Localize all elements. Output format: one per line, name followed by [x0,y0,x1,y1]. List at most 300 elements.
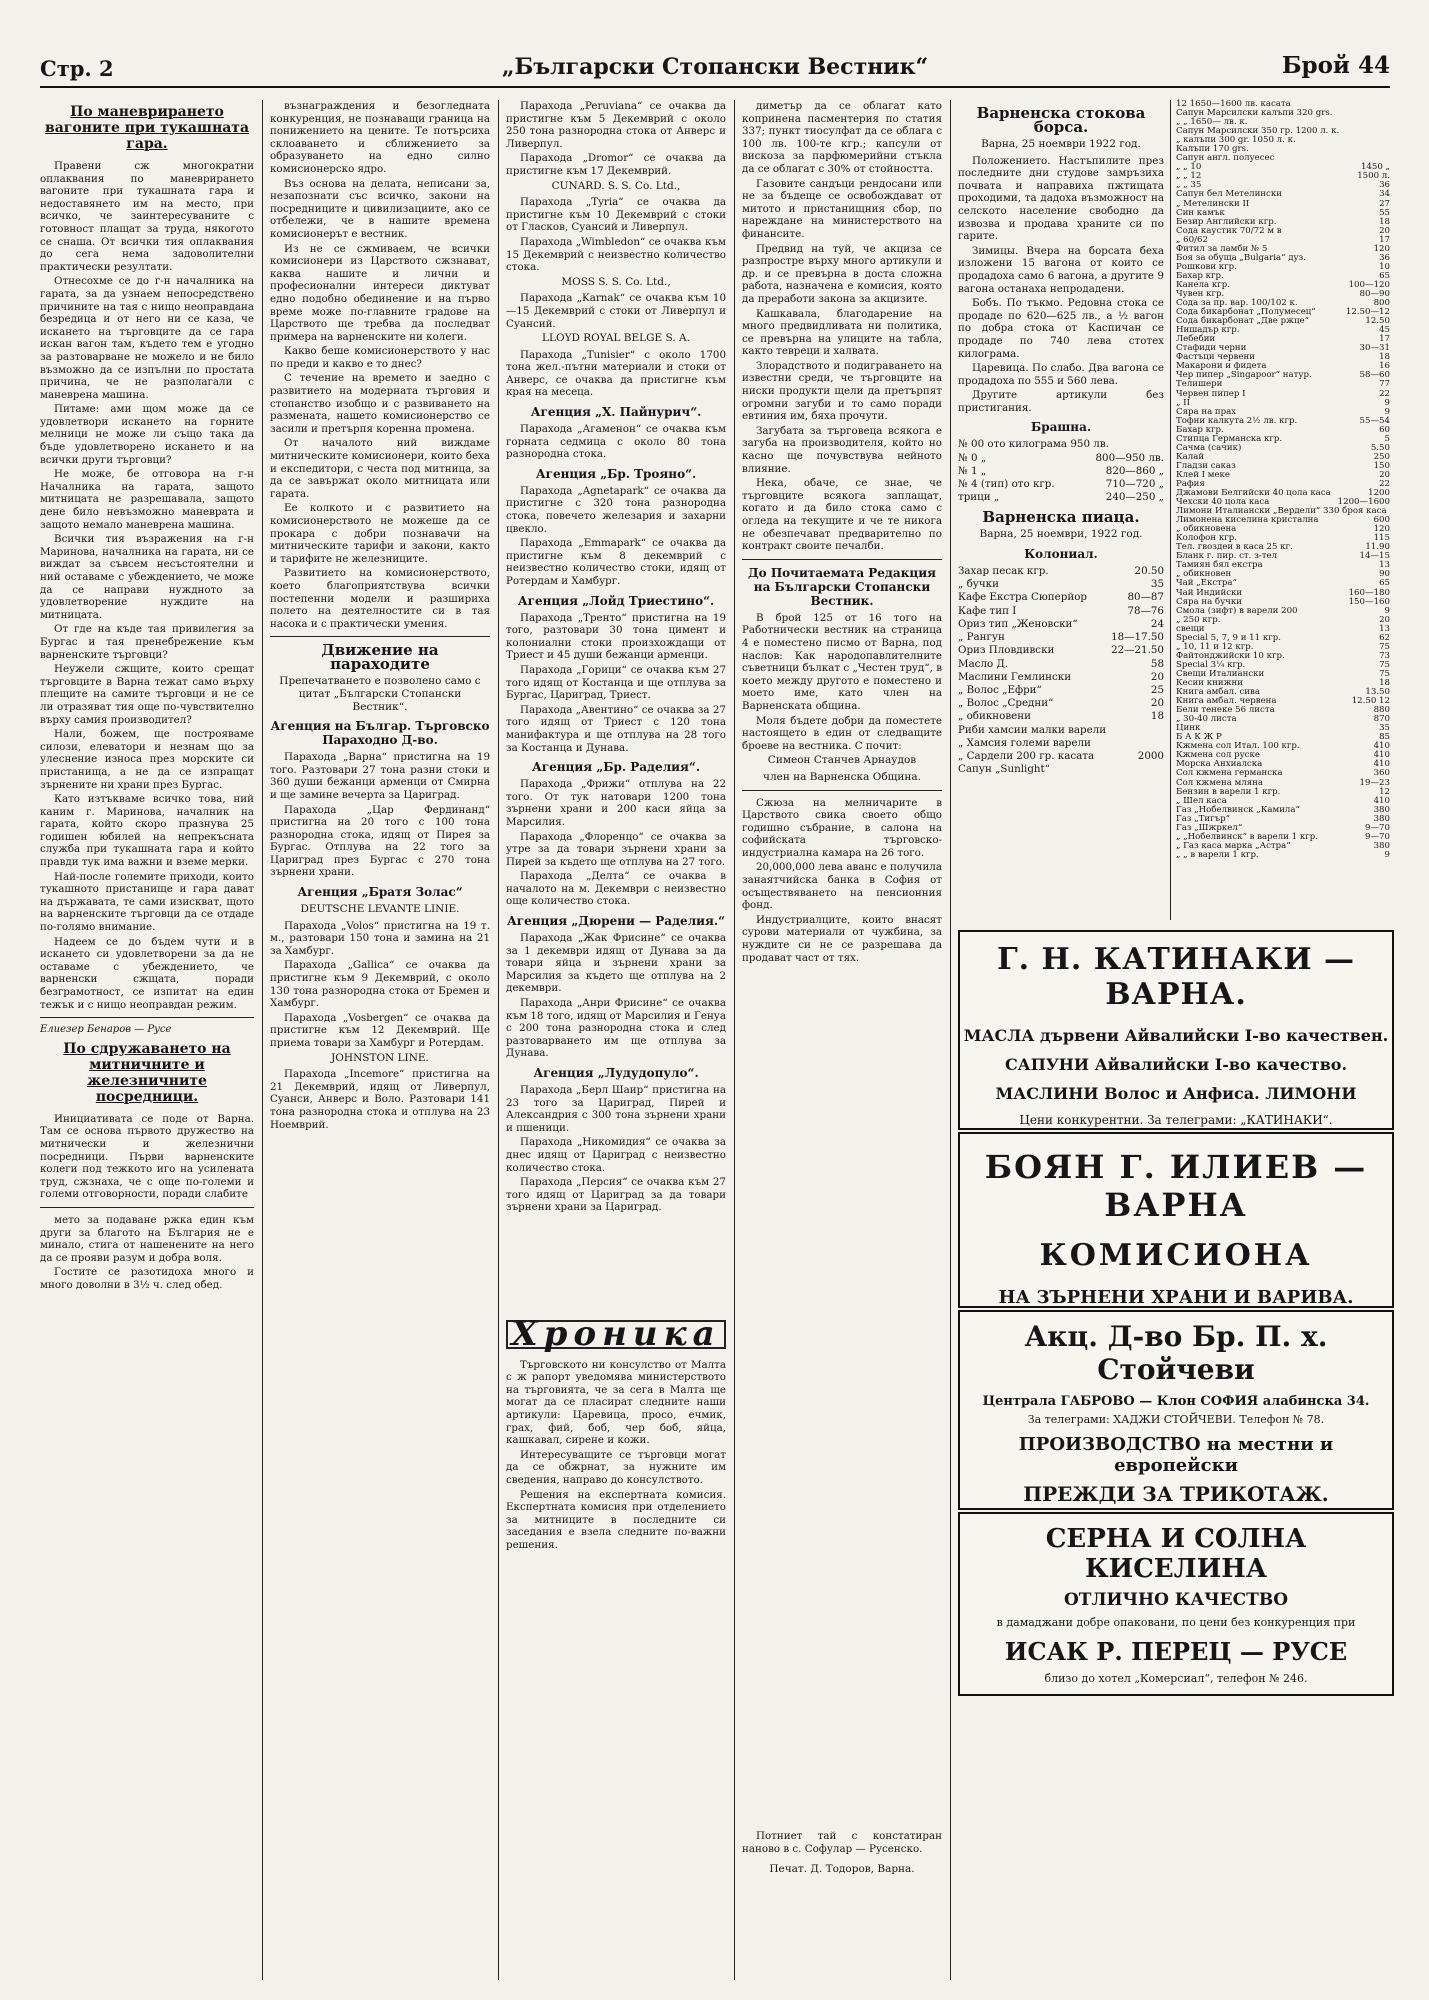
price-row [1176,471,1390,480]
price-row [958,565,1164,578]
price-item-name: Безир Английски кгр. [1176,216,1277,227]
price-item-name: Канела кгр. [1176,279,1231,290]
colonial-title: Колониал. [1024,547,1098,562]
price-row [958,491,1164,504]
price-item-value: 160—180 [1348,587,1390,598]
price-item-name: Клей I меке [1176,469,1231,480]
paragraph: Гостите се разотидоха много и много доволни в 3½ ч. след обед. [40,1266,254,1291]
newspaper-title: „Български Стопански Вестник“ [501,54,929,80]
price-item-value: 1500 л. [1357,171,1390,182]
price-item-name: Бели тенеке 56 листа [1176,705,1275,716]
flour-title: Брашна. [1030,420,1092,435]
ad-line: ИСАК Р. ПЕРЕЦ — РУСЕ [1004,1637,1348,1666]
price-item-value: 27 [1379,198,1390,209]
price-item-value: 60 [1379,424,1390,435]
price-row [1176,154,1390,163]
price-item-name: Ориз Пловдивски [958,644,1055,657]
paragraph: Инициативата се поде от Варна. Там се основа първото дружество на митнически и железнични посредници. Първи варненските колеги под тежкото иго на усилената труд, сжзнаха, че с още по-големи и големи отговорности, поради слабите [40,1112,254,1201]
paragraph: Решения на експертната комисия. Експертната комисия при отделението за митниците в последните си заседания е взела следните по-важни решения. [506,1488,726,1551]
correspondent-note: Потниет тай с констатиран наново в с. Софулар — Русенско. [742,1830,942,1855]
price-item-name: Калъпи 170 grs. [1176,144,1249,155]
paragraph: Всички тия възражения на г-н Маринова, началника на гарата, ни се виждат за съвсем несъстоятелни и ний оставаме с убеждението, че може да се направи нуждното за удовлетворение нуждите на митницата. [40,533,254,621]
letter-title: До Почитаемата Редакция на Български Стопански Вестник. [747,565,937,608]
price-item-value: 380 [1373,840,1390,851]
price-item-name: Сапун Марсилски калъпи 320 grs. [1176,108,1333,119]
ship-entry: Парахода „Делта“ се очаква в началото на м. Декември с неизвестно още количество стока. [506,870,726,908]
price-item-value: 80—87 [1127,591,1164,604]
column-rule [262,100,263,1980]
price-item-name: Тел. гвоздеи в каса 25 кг. [1176,542,1293,553]
price-item-name: Цинк [1176,723,1201,734]
price-item-value: 100—120 [1348,279,1390,290]
price-item-value: 20 [1150,670,1164,683]
price-item-value: 65 [1379,270,1390,281]
ad-stoychevi [958,1310,1394,1510]
price-item-name: Special 3¼ кгр. [1176,659,1246,670]
paragraph: Злорадството и подиграването на известни среди, че търговците на ниски продукти щели да претърпят огромни загуби и то само поради евтиния им, бяха прочути. [742,359,942,423]
price-item-value: 73 [1379,650,1390,661]
price-item-name: „ Рангун [958,631,1005,644]
price-item-name: „ 10, 11 и 12 кгр. [1176,641,1254,652]
price-item-name: Свещи Италиански [1176,668,1265,679]
price-item-name: Морска Анхиалска [1176,759,1263,770]
ship-entry: Парахода „Фрижи“ отплува на 22 того. От тук натовари 1200 тона зърнени храни и 200 каси яйца за Марсилия. [506,778,726,828]
price-item-value: 410 [1373,741,1390,752]
price-item-name: Сапун Марсилски 350 гр. 1200 л. к. [1176,126,1340,137]
price-item-name: Газ „Тигър“ [1176,813,1231,824]
price-item-value: 12 [1379,786,1390,797]
agency-title: Агенция „Х. Пайнурич“. [530,405,702,420]
price-item-value: 5.50 [1370,442,1390,453]
paragraph: мето за подаване ржка един към други за благото на България не е минало, стига от нашенените на него да се прояви разум и добра воля. [40,1213,254,1264]
paragraph: Газовите сандъци рендосани или не за бъдеще се освобождават от митото и пристанищния сбор, по нареждане на министерството на финансите. [742,177,942,240]
price-item-name: Чай Индийски [1176,587,1243,598]
price-item-name: Чай „Екстра“ [1176,578,1237,589]
price-item-value: 1450 „ [1360,162,1390,173]
price-item-value: 17 [1379,334,1390,345]
price-item-name: „ калъпи 300 gr. 1050 л. к. [1176,135,1296,146]
price-item-value: 75 [1379,668,1390,679]
price-item-name: Сяра на бучки [1176,596,1242,607]
paragraph: С течение на времето и заедно с развитието на модерната търговия и стопанство изобщо и с развиването на размената, нашето комисионерство се засили и претърпя коренна промена. [270,372,490,435]
price-item-name: Тамиян бял екстра [1176,560,1263,571]
line-name: MOSS S. S. Co. Ltd., [561,275,671,288]
price-row [958,710,1164,723]
ad-line: МАСЛА дървени Айвалийски I-во качествен. [963,1026,1389,1045]
market-date: Варна, 25 ноември, 1922 год. [979,528,1143,541]
price-item-value: 880 [1373,705,1390,716]
article-title: По маневрирането вагоните при тукашната гара. [44,104,250,152]
column-4 [742,100,942,1300]
price-item-name: Захар песак кгр. [958,565,1049,578]
price-item-value: 410 [1373,795,1390,806]
price-item-name: Боя за обуща „Bulgaria“ дуз. [1176,252,1306,263]
ship-entry: Парахода „Персия“ се очаква към 27 того идящ от Цариград за да товари зърнени храни за Цариград. [506,1176,726,1214]
printer-note: Печат. Д. Тодоров, Варна. [769,1863,915,1876]
paragraph: Какво беше комисионерството у нас по преди и какво е то днес? [270,345,490,370]
news-item: 20,000,000 лева аванс е получила занаятчийска банка в София от осъществяването на пенсионния фонд. [742,861,942,912]
price-item-value: 2000 [1137,749,1164,762]
price-item-name: „ Метелински II [1176,198,1250,209]
price-item-value: 240—250 „ [1105,491,1164,504]
price-item-value: 19—23 [1359,777,1390,788]
news-item: Индустриалците, които внасят сурови материали от чужбина, за нуждите си не се разрешава да продават част от тях. [742,913,942,964]
ship-entry: Парахода „Флоренцо“ се очаква за утре за да товари зърнени храни за Пирей за където ще отплува на 27 того. [506,830,726,868]
agency-title: Агенция „Лойд Триестино“. [517,593,715,608]
price-item-value: 36 [1379,180,1390,191]
agency-subtitle: DEUTSCHE LEVANTE LINIE. [300,903,460,916]
price-item-value: 45 [1379,325,1390,336]
price-item-value: 710—720 „ [1105,478,1164,491]
price-item-value: 20 [1150,697,1164,710]
agency-title: Агенция „Бр. Раделия“. [532,760,700,775]
price-row [1176,227,1390,236]
price-item-name: Фастъци червени [1176,352,1255,363]
price-item-value: 75 [1379,659,1390,670]
price-item-name: Маслини Гемлински [958,670,1072,683]
agency-title: Агенция на Българ. Търговско Параходно Д-во. [270,719,490,748]
price-item-name: Сапун „Sunlight“ [958,763,1050,776]
paragraph: Правени сж многократни оплаквания по маневрирането вагоните при тукашната гара и недоставянето им на место, при всичко, че заинтересуваните с готовност плащат за труда, някогото се снаша. От всички тия оплаквания до сега нема задоволителни практически резултати. [40,160,254,273]
price-item-value: 58 [1150,657,1164,670]
ship-entry: Парахода „Volos“ пристигна на 19 т. м., разтовари 150 тона и замина на 21 за Хамбург. [270,919,490,957]
column-5 [958,100,1164,920]
price-item-name: Смола (зифт) в варели 200 [1176,605,1298,616]
colonial-price-list [958,565,1164,776]
price-item-value: 9—70 [1365,822,1390,833]
price-item-name: Special 5, 7, 9 и 11 кгр. [1176,632,1281,643]
agency-title: Агенция „Братя Золас“ [297,885,463,900]
bourse-title: Варненска стокова борса. [976,104,1146,136]
price-item-name: Бланк г. пир. ст. з-тел [1176,551,1278,562]
paragraph: Положението. Настъпилите през последните дни студове замръзиха почвата и направиха пжтищата проходими, та дадоха възможност на селското население свободно да извозва и продава храните си по гарите. [958,154,1164,243]
paragraph: Интересуващите се търговци могат да се обжрнат, за нужните им сведения, направо до консулството. [506,1448,726,1486]
price-item-name: „ „ 12 [1176,171,1202,182]
price-item-value: 12.50 12 [1351,696,1390,707]
price-item-name: Гладзи саказ [1176,460,1236,471]
price-item-name: Риби хамсии малки варели [958,723,1107,736]
price-item-name: Сода бикарбонат „Полумесец“ [1176,307,1316,318]
price-item-value: 65 [1379,578,1390,589]
price-item-value: 11.90 [1365,542,1390,553]
column-rule [1170,100,1171,920]
price-item-name: Телишери [1176,379,1223,390]
agency-title: Агенция „Лудудопуло“. [533,1066,699,1080]
price-item-name: № 0 „ [958,451,987,464]
price-item-name: Сода каустик 70/72 м в [1176,225,1282,236]
price-item-name: Сода бикарбонат „Две ржце“ [1176,316,1309,327]
price-item-name: Джамови Белгийски 40 цола каса [1176,488,1331,499]
price-item-name: Сода за пр. вар. 100/102 к. [1176,298,1298,309]
price-item-name: „ II [1176,397,1190,408]
price-item-name: „ обикновена [1176,524,1237,535]
ship-entry: Парахода „Tunisier“ с около 1700 тона жел.-пътни материали и стоки от Анверс, се очаква да пристигне към края на месеца. [506,348,726,399]
price-item-name: Газ „Шжркел“ [1176,822,1243,833]
paragraph: Отнесохме се до г-н началника на гарата, за да узнаем непосредствено причините на тая с нищо неоправдана безредица и от него ни се каза, че искането на търговците да се гара искан вагон там, където тем е угодно за разтоварване не можело и не било възможно да се изпълни по простата причина, че не разполагали с маневрена машина. [40,275,254,401]
price-item-name: 12 1650—1600 лв. касата [1176,99,1291,109]
price-item-value: 250 [1373,451,1390,462]
price-item-value: 22 [1379,478,1390,489]
paragraph: Предвид на туй, че акциза се разпростре върху много артикули и др. и се превърна в доста сложна работа, назначена е комисия, която да преработи закона за акцизите. [742,242,942,305]
column-1 [40,100,254,1980]
price-item-name: „ Сардели 200 гр. касата [958,749,1095,762]
price-item-name: Чувен кгр. [1176,288,1225,299]
price-item-value: 5 [1384,433,1390,444]
kronika-title: Хроника [506,1320,726,1349]
ship-entry: Парахода „Agnetapark“ се очаква да пристигне с 320 тона разнородна стока, повечето железария и захарни цвекло. [506,484,726,535]
price-row [958,452,1164,465]
price-item-name: Ориз тип „Женовски“ [958,617,1078,630]
price-item-value: 120 [1373,524,1390,535]
price-item-name: № 00 ото килограма 950 лв. [958,438,1109,451]
paragraph: Другите артикули без пристигания. [958,389,1164,414]
price-item-name: „ обикновени [958,710,1031,723]
price-item-value: 36 [1379,252,1390,263]
price-item-name: „ Хамсия големи варели [958,736,1091,749]
price-item-name: Сол кжмена мляна [1176,777,1263,788]
paragraph: Най-после големите приходи, които тукашното пристанище и гара дават на държавата, те сами изискват, щото на варненските търговци да се отдаде по-голямо внимание. [40,870,254,934]
ad-headline: Акц. Д-во Бр. П. х. Стойчеви [1024,1320,1328,1386]
price-item-name: Чер пипер „Singapoor“ натур. [1176,370,1312,381]
price-item-value: 410 [1373,759,1390,770]
paragraph: Моля бъдете добри да поместете настоящето в един от следващите броеве на вестника. С почит: [742,714,942,752]
price-item-name: Сачма (сачик) [1176,442,1242,453]
ship-entry: Парахода „Агаменон“ се очаква към горната седмица с около 80 тона разнородна стока. [506,423,726,461]
price-item-value: 85 [1379,732,1390,743]
price-item-name: „ „ 1650— лв. к. [1176,117,1248,128]
price-item-name: Нишадър кгр. [1176,325,1240,336]
page-number: Стр. 2 [40,56,114,81]
price-item-name: „ Волос „Ефри“ [958,683,1042,696]
agency-title: Агенция „Бр. Трояно“. [535,466,697,481]
price-item-value: 25 [1150,683,1164,696]
price-row [1176,444,1390,453]
article-title: По сдружаването на митничните и железничните посредници. [63,1040,231,1105]
price-item-name: Бахар кгр. [1176,424,1224,435]
price-item-value: 1200—1600 [1337,497,1390,508]
price-item-value: 13 [1379,623,1390,634]
price-item-name: Стипца Германска кгр. [1176,433,1283,444]
divider [742,790,942,791]
letter-signer-role: член на Варненска Община. [763,770,921,783]
price-item-name: Сапун англ. полуесес [1176,153,1275,164]
price-item-value: 9—70 [1365,831,1390,842]
paragraph: Царевица. По слабо. Два вагона се продадоха по 555 и 560 лева. [958,362,1164,387]
paragraph: Бобъ. По тъкмо. Редовна стока се продаде по 620—625 лв., а ½ вагон по добра стока от Каспичан се продаде по 740 лева стотех килограма. [958,297,1164,360]
price-row [1176,616,1390,625]
price-item-value: 75 [1379,641,1390,652]
price-item-name: Тофни калкута 2½ лв. кгр. [1176,415,1298,426]
agency-title: Агенция „Дюрени — Раделия.“ [506,914,726,929]
price-row [958,658,1164,671]
ad-headline: Г. Н. КАТИНАКИ — ВАРНА. [996,942,1356,1012]
price-item-value: 9 [1384,406,1390,417]
price-item-value: 18 [1150,710,1164,723]
price-item-value: 35 [1150,578,1164,591]
price-item-name: Калай [1176,451,1205,462]
price-item-value: 22 [1379,388,1390,399]
ad-line: близо до хотел „Комерсиал“, телефон № 246. [1044,1672,1308,1685]
price-item-value: 120 [1373,243,1390,254]
price-item-name: Сяра на прах [1176,406,1237,417]
price-item-name: Червен пипер I [1176,388,1246,399]
divider [742,559,942,560]
ad-line: КОМИСИОНА [1039,1238,1313,1273]
price-item-value: 820—860 „ [1105,464,1164,477]
page-header [40,48,1390,88]
price-item-name: Рошкови кгр. [1176,261,1237,272]
price-item-name: Кафе тип I [958,604,1017,617]
column-3 [506,100,726,1300]
paragraph: Надеем се до бъдем чути и в искането си удовлетворени за да не оставаме с убеждението, че варненски сжщата, поради безграмотност, се изпитат на един тежък и с нищо неоправдан режим. [40,935,254,1011]
ship-entry: Парахода „Incemore“ пристигна на 21 Декемврий, идящ от Ливерпул, Суанси, Анверс и Воло. Разтовари 141 тона разнородна стока и отплува на 23 Ноемврий. [270,1068,490,1131]
ad-line: Цени конкурентни. За телеграми: „КАТИНАКИ“. [1019,1113,1333,1127]
price-item-name: Лимони Италиански „Вердели“ 330 броя каса [1176,506,1387,517]
price-item-value: 12.50 [1365,316,1390,327]
price-item-name: Газ „Нобелвинск „Камила“ [1176,804,1300,815]
paragraph: Из не се сжмиваем, че всички комисионери из Царството сжзнават, каква нашите и лични и професионални интереси диктуват едно подобно обединение и на първо време може пo-главните градове на Царството ще требва да последват примера на варненските ни колеги. [270,242,490,343]
ad-iliev [958,1132,1394,1308]
ad-line: ОТЛИЧНО КАЧЕСТВО [1063,1590,1288,1610]
ad-katinaki [958,930,1394,1130]
ad-line: МАСЛИНИ Волос и Анфиса. ЛИМОНИ [995,1084,1357,1103]
price-item-value: 90 [1379,569,1390,580]
line-name: LLOYD ROYAL BELGE S. A. [542,332,690,345]
ship-entry: Парахода „Цар Фердинанд“ пристигна на 20 того с 100 тона разнородна стока, идящ от Пирея за Бургас. Отплува на 22 того за Цариград през Бургас с 270 тона зърнени храни. [270,803,490,879]
price-row [958,578,1164,591]
price-row [958,605,1164,618]
section-subtitle: Препечатването е позволено само с цитат „Български Стопански Вестник“. [279,675,481,713]
price-item-value: 20 [1379,614,1390,625]
price-row [958,465,1164,478]
price-item-name: Книга амбал. червена [1176,696,1277,707]
price-item-name: „ „ в варели 1 кгр. [1176,849,1259,860]
price-item-value: 9 [1384,605,1390,616]
ship-entry: Парахода „Vosbergen“ се очаква да пристигне към 12 Декемврий. Ще приема товари за Хамбург и Ротердам. [270,1011,490,1049]
flour-price-list [958,438,1164,504]
price-item-value: 18 [1379,678,1390,688]
price-row [958,737,1164,750]
price-item-name: Син камък [1176,207,1225,218]
price-item-name: Колофон кгр. [1176,533,1237,544]
price-item-name: трици „ [958,491,1000,504]
price-item-name: „ „ 10 [1176,162,1202,173]
column-rule [734,100,735,1980]
price-item-name: Кжмена сол Итал. 100 кгр. [1176,741,1300,752]
ship-entry: Парахода „Берл Шаир“ пристигна на 23 того за Цариград, Пирей и Александрия с 300 тона зърнени храни и пшеници. [506,1084,726,1134]
price-item-value: 16 [1379,361,1390,372]
price-item-name: „ Газ каса марка „Астра“ [1176,840,1291,851]
ad-headline: БОЯН Г. ИЛИЕВ — ВАРНА [984,1148,1368,1224]
price-item-value: 18 [1379,352,1390,363]
price-item-name: „ „Нобелвинск“ в варели 1 кгр. [1176,831,1318,842]
line-name: JOHNSTON LINE. [331,1051,429,1064]
ship-entry: Парахода „Dromor“ се очаква да пристигне към 17 Декемврий. [506,152,726,177]
ad-line: САПУНИ Айвалийски I-во качество. [1004,1055,1348,1074]
price-item-value: 380 [1373,813,1390,824]
ad-line: За телеграми: ХАДЖИ СТОЙЧЕВИ. Телефон № 78. [1027,1413,1325,1426]
price-item-name: Сапун бел Метелински [1176,189,1282,200]
price-item-value: 10 [1379,261,1390,272]
ship-entry: Парахода „Жак Фрисине“ се очаква за 1 декември идящ от Дунава за да товари яйца и зърнени храни за Марсилия за където ще отплува на 2 декември. [506,932,726,995]
ship-entry: Парахода „Варна“ пристигна на 19 того. Разтовари 27 тона разни стоки и 360 души бежанци арменци от Смирна и ще замине вечерта за Цариград. [270,751,490,801]
article-body [40,160,254,1011]
price-item-name: Бензин в варели 1 кгр. [1176,786,1281,797]
price-item-value: 800 [1373,298,1390,309]
price-item-name: „ 250 кгр. [1176,614,1221,625]
price-row [958,763,1164,776]
price-item-value: 12.50—12 [1345,307,1390,318]
price-item-name: Файтонджийски 10 кгр. [1176,650,1285,661]
price-row [958,750,1164,763]
price-item-name: Кжмена сол руске [1176,750,1260,761]
price-item-name: Рафия [1176,478,1205,489]
price-item-name: Масло Д. [958,657,1009,670]
price-item-name: Стафиди черни [1176,343,1247,354]
price-item-value: 20 [1379,225,1390,236]
price-item-name: Лимонена киселина кристална [1176,515,1319,526]
price-item-name: Кафе Екстра Сюперйор [958,591,1087,604]
price-item-name: Б А К Ж Р [1176,732,1222,743]
paragraph: Кашкавала, благодарение на много предвидливата ни политика, се превърна на улиците на табла, както тевреци и халвата. [742,307,942,358]
price-item-value: 77 [1379,379,1390,390]
ship-entry: Парахода „Горици“ се очаква към 27 того идящ от Костанца и ще отплува за Бургас, Цариград, Триест. [506,663,726,702]
price-item-value: 14—15 [1359,551,1390,562]
price-row [1176,715,1390,724]
paragraph: От началото ний виждаме митническите комисионери, които беха и експедитори, с честа под митница, за да се завържат около митницата или гарата. [270,437,490,500]
price-item-value: 13 [1379,560,1390,571]
price-item-value: 34 [1379,189,1390,200]
price-item-name: Макарони и фидета [1176,361,1267,372]
price-item-value: 22—21.50 [1111,644,1164,657]
ad-line: в дамаджани добре опаковани, по цени без конкуренция при [996,1616,1356,1629]
column-6 [1176,100,1390,920]
price-item-value: 150 [1373,460,1390,471]
price-item-value: 17 [1379,234,1390,245]
price-row [958,438,1164,451]
price-item-value: 80—90 [1359,288,1390,299]
price-row [958,644,1164,657]
price-item-name: „ 60/62 [1176,234,1208,245]
author-signature: Елиезер Бенаров — Русе [40,1024,172,1036]
ad-line: НА ЗЪРНЕНИ ХРАНИ И ВАРИВА. [998,1287,1354,1308]
paragraph: Неужели сжщите, които срещат търговците в Варна тежат само върху плещите на самите търговци и не се ли отразяват тия още по-чувствително върху самия производител? [40,663,254,726]
ad-line: Централа ГАБРОВО — Клон СОФИЯ алабинска 34. [982,1394,1370,1409]
price-row [1176,390,1390,399]
price-item-name: свещи [1176,623,1205,634]
kronika-section [506,1310,726,1980]
paragraph: Питаме: ами щом може да се удовлетвори искането на горните мелници не може ли също така да бъде удовлетворено искането и на всички други търговци? [40,403,254,466]
column-4-bottom [742,1310,942,1980]
price-item-value: 13.50 [1365,687,1390,698]
paragraph: Въз основа на делата, неписани за, незапознати със всичко, закони на посредниците и цивилизациите, ако се отбележи, че в нашите времена комисионерът е вестник. [270,177,490,240]
price-row [958,591,1164,604]
price-item-name: „ обикновен [1176,569,1232,580]
ship-entry: Парахода „Karnak“ се очаква към 10—15 Декемврий с стоки от Ливерпул и Суансий. [506,292,726,330]
column-rule [498,100,499,1980]
paragraph: Търговското ни консулство от Малта с ж рапорт уведомява министерството на търговията, че за сега в Малта ще могат да се пласират следните наши артикули: Царевица, просо, ечмик, грах, фий, боб, чер боб, яйца, кашкавал, сирене и кожи. [506,1358,726,1447]
paragraph: От где на къде тая привилегия за Бургас и тая пренебрежение към варненските търговци? [40,623,254,661]
price-item-value: 20 [1379,469,1390,480]
column-2 [270,100,490,1980]
price-item-value: 58—60 [1359,370,1390,381]
price-item-name: Сол кжмена германска [1176,768,1283,779]
paragraph: Нали, божем, ще построяваме силози, елеватори и незнам що за улеснение износа през морските си пристанища, а не да се изпращат зърнените ни храни през Бургас. [40,728,254,791]
ad-perets [958,1512,1394,1696]
price-item-value: 78—76 [1127,604,1164,617]
paragraph: Зимицы. Вчера на борсата беха изложени 15 вагона от които се продадоха само 6 вагона, а другите 9 вагона останаха непродадени. [958,244,1164,295]
ship-entry: Парахода „Peruviana“ се очаква да пристигне към 5 Декемврий с около 250 тона разнородна стока от Анверс и Ливерпул. [506,100,726,150]
